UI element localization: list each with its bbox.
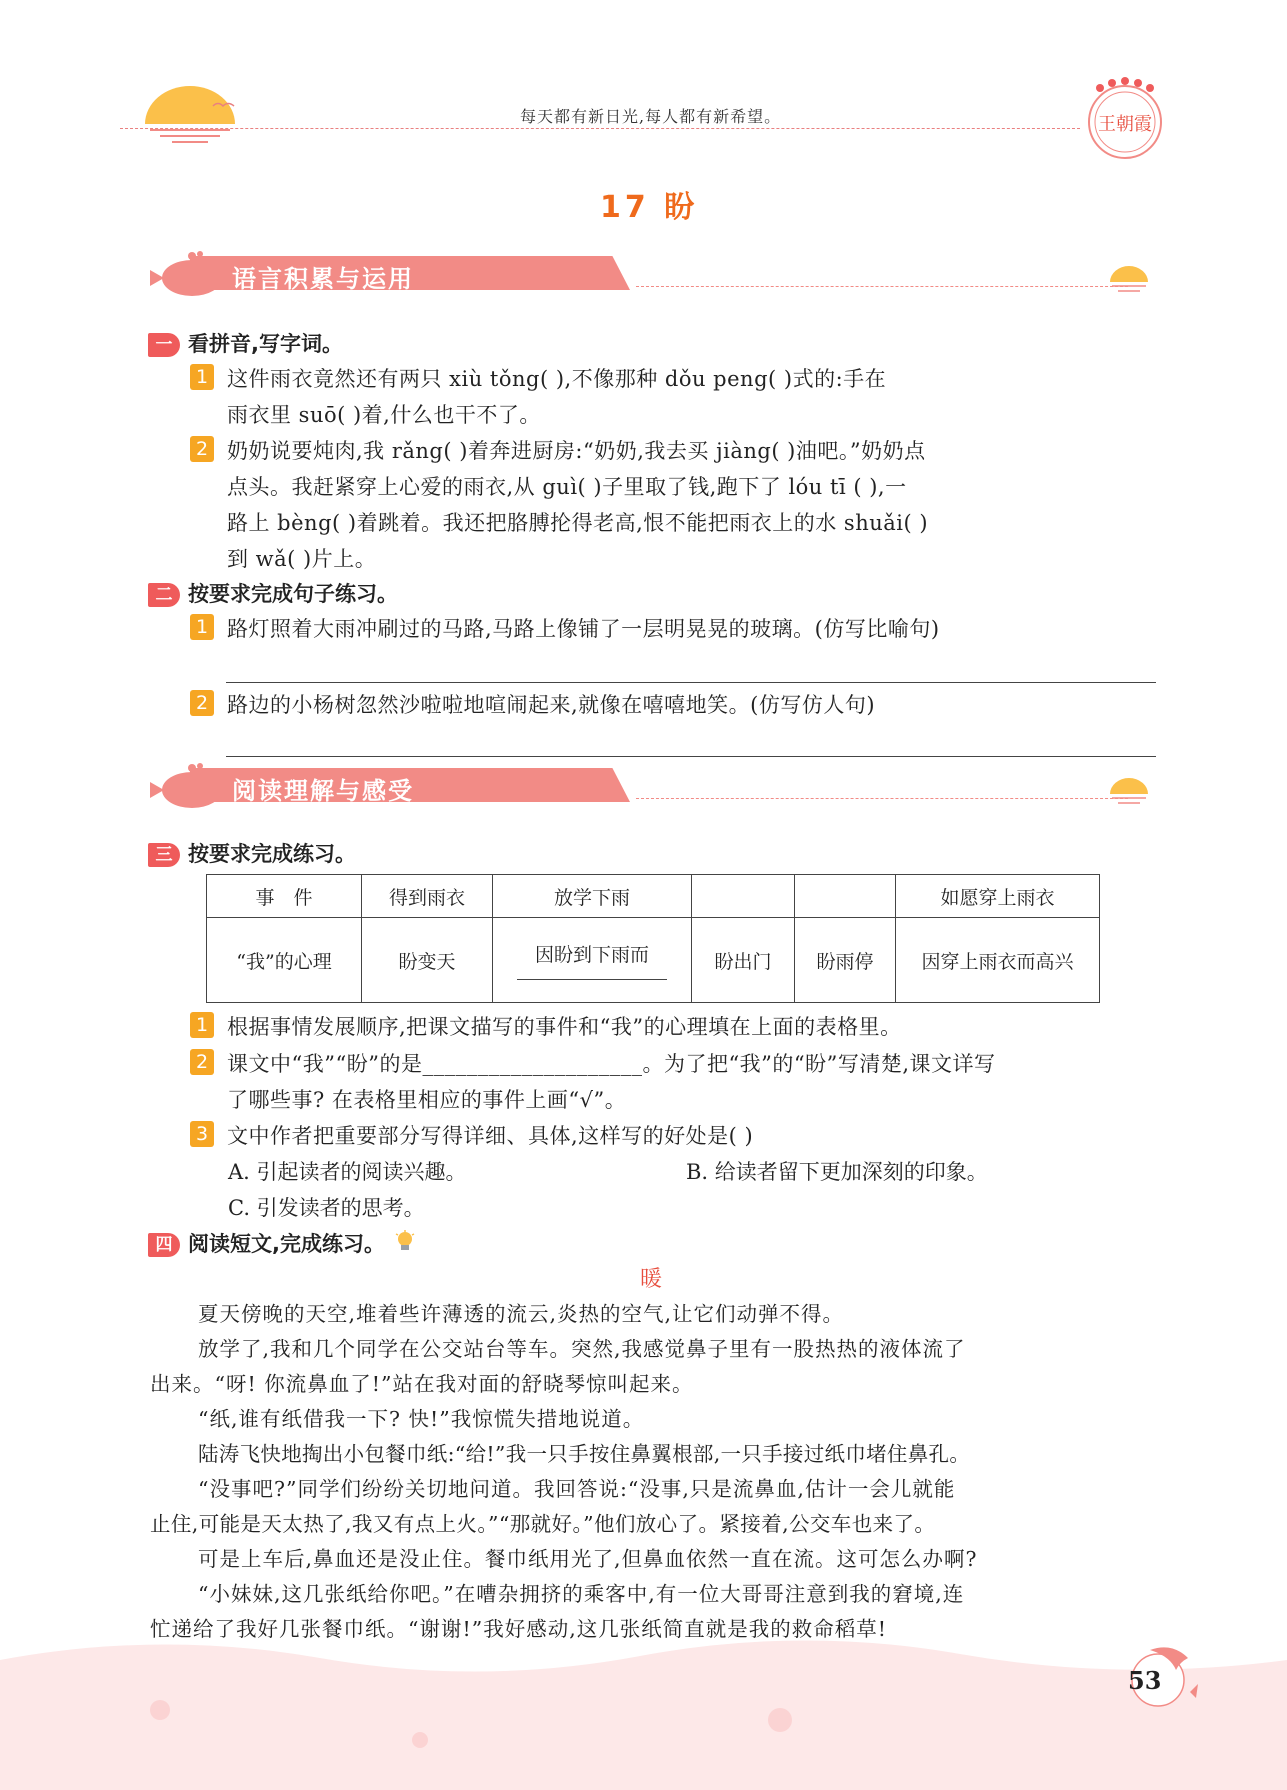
passage-line: 陆涛飞快地掏出小包餐巾纸:“给!”我一只手按住鼻翼根部,一只手接过纸巾堵住鼻孔。 (198, 1442, 971, 1466)
passage-line: 放学了,我和几个同学在公交站台等车。突然,我感觉鼻子里有一股热热的液体流了 (198, 1337, 966, 1361)
text-line: 路上 bèng( )着跳着。我还把胳膊抡得老高,恨不能把雨衣上的水 shuǎi( ) (227, 511, 929, 535)
question-title: 看拼音,写字词。 (188, 332, 343, 356)
section-banner-2 (148, 762, 1158, 806)
table-cell-blank[interactable] (692, 875, 795, 918)
table-cell-blank[interactable] (795, 875, 896, 918)
text-line: 文中作者把重要部分写得详细、具体,这样写的好处是( ) (227, 1124, 754, 1148)
item-number: 3 (190, 1121, 214, 1147)
text-line: 奶奶说要炖肉,我 rǎng( )着奔进厨房:“奶奶,我去买 jiàng( )油吧。”奶奶点 (227, 439, 926, 463)
table-cell: 如愿穿上雨衣 (896, 875, 1100, 918)
brand-stamp-icon (1080, 74, 1170, 164)
text-line: 点头。我赶紧穿上心爱的雨衣,从 guì( )子里取了钱,跑下了 lóu tī ( ),一 (227, 475, 907, 499)
text-line: 了哪些事? 在表格里相应的事件上画“√”。 (227, 1088, 627, 1112)
footer-wave-decoration (0, 1630, 1287, 1790)
passage-line: 夏天傍晚的天空,堆着些许薄透的流云,炎热的空气,让它们动弹不得。 (198, 1302, 845, 1326)
text-line: 根据事情发展顺序,把课文描写的事件和“我”的心理填在上面的表格里。 (227, 1015, 902, 1039)
fill-blank[interactable] (517, 979, 667, 980)
section-banner-1 (148, 250, 1158, 294)
passage-line: 止住,可能是天太热了,我又有点上火。”“那就好。”他们放心了。紧接着,公交车也来了。 (150, 1512, 936, 1536)
question-title: 按要求完成练习。 (188, 842, 356, 866)
text-line: 雨衣里 suō( )着,什么也干不了。 (227, 403, 541, 427)
section-dashed-line (636, 798, 1128, 799)
event-emotion-table (206, 874, 1100, 1003)
answer-line[interactable] (226, 756, 1156, 757)
question-heading-1 (148, 328, 343, 358)
table-row (207, 875, 1100, 918)
item-number: 1 (190, 1012, 214, 1038)
passage-line: 可是上车后,鼻血还是没止住。餐巾纸用光了,但鼻血依然一直在流。这可怎么办啊? (198, 1547, 978, 1571)
question-title: 按要求完成句子练习。 (188, 582, 398, 606)
text-line: 这件雨衣竟然还有两只 xiù tǒng( ),不像那种 dǒu peng( )式的:手在 (227, 367, 887, 391)
answer-line[interactable] (226, 682, 1156, 683)
item-number: 2 (190, 690, 214, 716)
question-badge: 三 (148, 843, 180, 867)
table-cell: 因穿上雨衣而高兴 (896, 918, 1100, 1003)
item-number: 1 (190, 364, 214, 390)
question-heading-2 (148, 578, 398, 608)
page-title: 17 盼 (600, 190, 699, 225)
section-title: 阅读理解与感受 (232, 777, 414, 805)
table-row (207, 918, 1100, 1003)
text-line: 路边的小杨树忽然沙啦啦地喧闹起来,就像在嘻嘻地笑。(仿写仿人句) (227, 693, 876, 717)
question-heading-4 (148, 1228, 416, 1258)
sun-icon (1106, 770, 1152, 808)
table-cell: 盼变天 (362, 918, 493, 1003)
passage-line: 出来。“呀! 你流鼻血了!”站在我对面的舒晓琴惊叫起来。 (150, 1372, 694, 1396)
svg-text:王朝霞: 王朝霞 (1098, 114, 1152, 135)
question-badge: 四 (148, 1233, 180, 1257)
lightbulb-icon (394, 1230, 416, 1254)
section-title: 语言积累与运用 (232, 265, 414, 293)
table-cell: 事 件 (207, 875, 362, 918)
question-title: 阅读短文,完成练习。 (188, 1232, 385, 1256)
table-cell-with-blank[interactable] (493, 918, 692, 1003)
option-a[interactable]: A. 引起读者的阅读兴趣。 (228, 1160, 467, 1184)
table-cell: “我”的心理 (207, 918, 362, 1003)
text-line: 到 wǎ( )片上。 (227, 547, 377, 571)
header-dashed-line (120, 128, 1080, 129)
question-badge: 一 (148, 333, 180, 357)
sun-icon (1106, 258, 1152, 296)
item-number: 2 (190, 1049, 214, 1075)
passage-line: “没事吧?”同学们纷纷关切地问道。我回答说:“没事,只是流鼻血,估计一会儿就能 (198, 1477, 956, 1501)
question-heading-3 (148, 838, 356, 868)
text-line: 课文中“我”“盼”的是____________________。为了把“我”的“盼”写清楚,课文详写 (227, 1052, 996, 1076)
table-cell-text: 因盼到下雨而 (534, 944, 649, 966)
table-cell: 得到雨衣 (362, 875, 493, 918)
option-c[interactable]: C. 引发读者的思考。 (228, 1196, 425, 1220)
passage-line: 忙递给了我好几张餐巾纸。“谢谢!”我好感动,这几张纸简直就是我的救命稻草! (150, 1617, 887, 1641)
header-motto: 每天都有新日光,每人都有新希望。 (520, 107, 782, 126)
page-number: 53 (1128, 1666, 1162, 1695)
text-line: 路灯照着大雨冲刷过的马路,马路上像铺了一层明晃晃的玻璃。(仿写比喻句) (227, 617, 940, 641)
passage-line: “小妹妹,这几张纸给你吧。”在嘈杂拥挤的乘客中,有一位大哥哥注意到我的窘境,连 (198, 1582, 965, 1606)
section-dashed-line (636, 286, 1128, 287)
item-number: 1 (190, 614, 214, 640)
bird-icon (212, 100, 236, 112)
option-b[interactable]: B. 给读者留下更加深刻的印象。 (686, 1160, 988, 1184)
table-cell: 放学下雨 (493, 875, 692, 918)
table-cell: 盼出门 (692, 918, 795, 1003)
table-cell: 盼雨停 (795, 918, 896, 1003)
passage-line: “纸,谁有纸借我一下? 快!”我惊慌失措地说道。 (198, 1407, 645, 1431)
question-badge: 二 (148, 583, 180, 607)
passage-title: 暖 (640, 1267, 663, 1292)
item-number: 2 (190, 436, 214, 462)
sunset-logo-icon (140, 80, 240, 150)
